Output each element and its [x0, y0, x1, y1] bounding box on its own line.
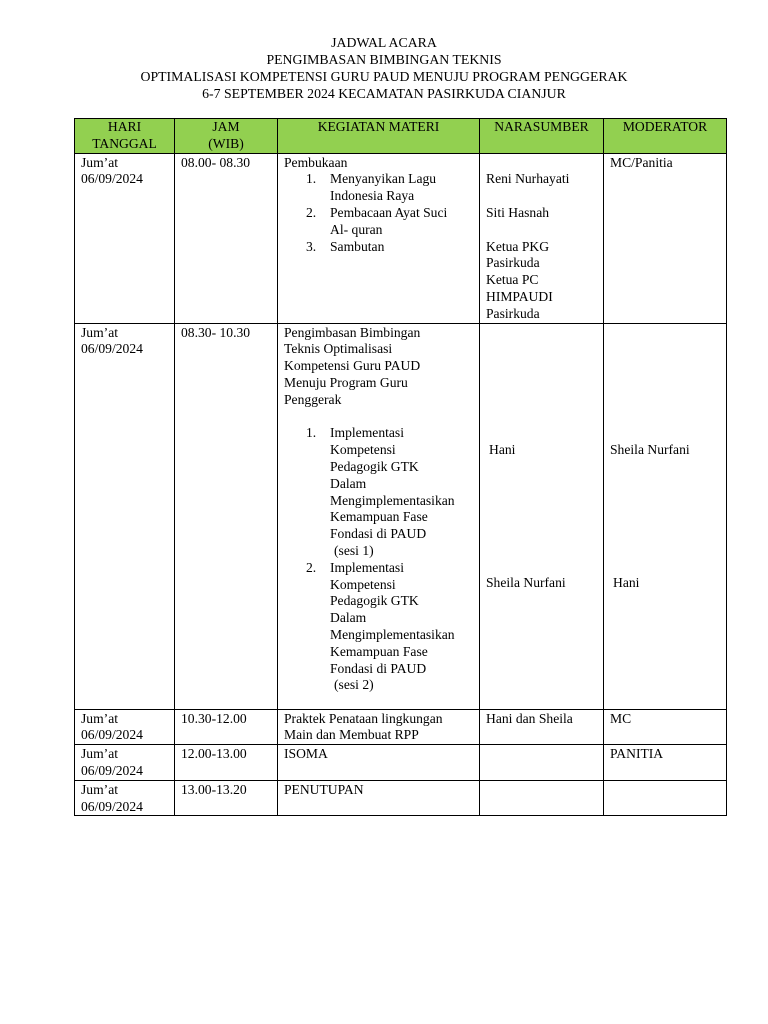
- list-text: Sambutan: [330, 238, 385, 254]
- speaker-cell: Hani dan Sheila: [480, 709, 604, 745]
- list-text: Fondasi di PAUD: [330, 526, 427, 542]
- day-date-cell: [75, 709, 175, 745]
- activity-cell: ISOMA: [278, 745, 480, 781]
- activity-title: Pengimbasan Bimbingan: [284, 324, 421, 340]
- date-text: 06/09/2024: [81, 727, 143, 743]
- speaker-name: Sheila Nurfani: [486, 575, 566, 591]
- speaker-name: Pasirkuda: [486, 255, 540, 271]
- list-text: Mengimplementasikan: [330, 626, 455, 642]
- activity-cell: PENUTUPAN: [278, 780, 480, 816]
- list-number: 2.: [306, 204, 317, 220]
- speaker-cell: [480, 323, 604, 709]
- table-row: [75, 323, 727, 709]
- speaker-name: Siti Hasnah: [486, 204, 550, 220]
- day-text: Jum’at: [81, 154, 118, 170]
- list-text: Kompetensi: [330, 576, 396, 592]
- title-line-3: OPTIMALISASI KOMPETENSI GURU PAUD MENUJU PROGRAM PENGGERAK: [140, 69, 628, 84]
- title-line-1: JADWAL ACARA: [331, 35, 437, 50]
- list-text: Kompetensi: [330, 442, 396, 458]
- list-text: Mengimplementasikan: [330, 492, 455, 508]
- list-text: Pedagogik GTK: [330, 458, 419, 474]
- speaker-name: Pasirkuda: [486, 305, 540, 321]
- date-text: 06/09/2024: [81, 798, 143, 814]
- list-number: 3.: [306, 238, 317, 254]
- schedule-table: [74, 118, 727, 816]
- activity-list: [284, 171, 474, 255]
- moderator-cell: [604, 323, 727, 709]
- list-item: [284, 560, 474, 694]
- activity-title: Menuju Program Guru: [284, 374, 408, 390]
- date-text: 06/09/2024: [81, 171, 143, 187]
- day-date-cell: [75, 745, 175, 781]
- list-item: [284, 171, 474, 205]
- header-wib-label: (WIB): [208, 135, 244, 151]
- session-label: (sesi 2): [334, 677, 374, 693]
- list-text: Fondasi di PAUD: [330, 660, 427, 676]
- speaker-name: Reni Nurhayati: [486, 171, 570, 187]
- time-cell: 08.30- 10.30: [175, 323, 278, 709]
- moderator-cell: PANITIA: [604, 745, 727, 781]
- table-row: [75, 780, 727, 816]
- list-number: 2.: [306, 559, 317, 575]
- list-text: Pembacaan Ayat Suci: [330, 204, 448, 220]
- list-item: [284, 239, 474, 256]
- header-hari-tanggal: [75, 119, 175, 154]
- list-item: [284, 205, 474, 239]
- list-text: Dalam: [330, 475, 367, 491]
- activity-title: Kompetensi Guru PAUD: [284, 358, 421, 374]
- speaker-name: Ketua PKG: [486, 238, 550, 254]
- day-text: Jum’at: [81, 324, 118, 340]
- day-text: Jum’at: [81, 781, 118, 797]
- document-title: [0, 34, 768, 102]
- title-line-4: 6-7 SEPTEMBER 2024 KECAMATAN PASIRKUDA CIANJUR: [202, 86, 566, 101]
- session-label: (sesi 1): [334, 542, 374, 558]
- list-text: Menyanyikan Lagu: [330, 171, 437, 187]
- time-cell: 08.00- 08.30: [175, 153, 278, 323]
- table-row: [75, 709, 727, 745]
- moderator-name: Sheila Nurfani: [610, 441, 690, 457]
- speaker-name: HIMPAUDI: [486, 288, 553, 304]
- header-jam: [175, 119, 278, 154]
- title-line-2: PENGIMBASAN BIMBINGAN TEKNIS: [266, 52, 502, 67]
- moderator-cell: [604, 780, 727, 816]
- activity-text: Main dan Membuat RPP: [284, 727, 419, 743]
- time-cell: 10.30-12.00: [175, 709, 278, 745]
- time-cell: 12.00-13.00: [175, 745, 278, 781]
- header-moderator: MODERATOR: [604, 119, 727, 154]
- header-kegiatan: KEGIATAN MATERI: [278, 119, 480, 154]
- list-number: 1.: [306, 425, 317, 441]
- header-jam-label: JAM: [212, 119, 240, 134]
- list-text: Implementasi: [330, 559, 404, 575]
- table-row: [75, 153, 727, 323]
- speaker-cell: [480, 153, 604, 323]
- date-text: 06/09/2024: [81, 341, 143, 357]
- list-text: Dalam: [330, 610, 367, 626]
- list-item: [284, 425, 474, 559]
- day-date-cell: [75, 323, 175, 709]
- activity-cell: [278, 153, 480, 323]
- list-text: Implementasi: [330, 425, 404, 441]
- activity-title: Penggerak: [284, 391, 342, 407]
- header-narasumber: NARASUMBER: [480, 119, 604, 154]
- day-date-cell: [75, 780, 175, 816]
- date-text: 06/09/2024: [81, 762, 143, 778]
- header-tanggal: TANGGAL: [92, 135, 157, 151]
- speaker-cell: [480, 745, 604, 781]
- list-text: Pedagogik GTK: [330, 593, 419, 609]
- activity-title: Pembukaan: [284, 154, 348, 170]
- list-text: Kemampuan Fase: [330, 643, 428, 659]
- day-date-cell: [75, 153, 175, 323]
- speaker-name: Hani: [489, 441, 516, 457]
- moderator-cell: MC: [604, 709, 727, 745]
- moderator-cell: MC/Panitia: [604, 153, 727, 323]
- list-text: Indonesia Raya: [330, 188, 415, 204]
- table-row: [75, 745, 727, 781]
- time-cell: 13.00-13.20: [175, 780, 278, 816]
- day-text: Jum’at: [81, 746, 118, 762]
- table-header-row: [75, 119, 727, 154]
- moderator-name: Hani: [613, 575, 640, 591]
- activity-cell: [278, 709, 480, 745]
- activity-list: [284, 425, 474, 694]
- speaker-cell: [480, 780, 604, 816]
- list-text: Kemampuan Fase: [330, 509, 428, 525]
- day-text: Jum’at: [81, 710, 118, 726]
- speaker-name: Ketua PC: [486, 272, 539, 288]
- activity-text: Praktek Penataan lingkungan: [284, 710, 443, 726]
- list-text: Al- quran: [330, 221, 383, 237]
- activity-cell: [278, 323, 480, 709]
- activity-title: Teknis Optimalisasi: [284, 341, 393, 357]
- list-number: 1.: [306, 171, 317, 187]
- header-hari: HARI: [107, 119, 142, 134]
